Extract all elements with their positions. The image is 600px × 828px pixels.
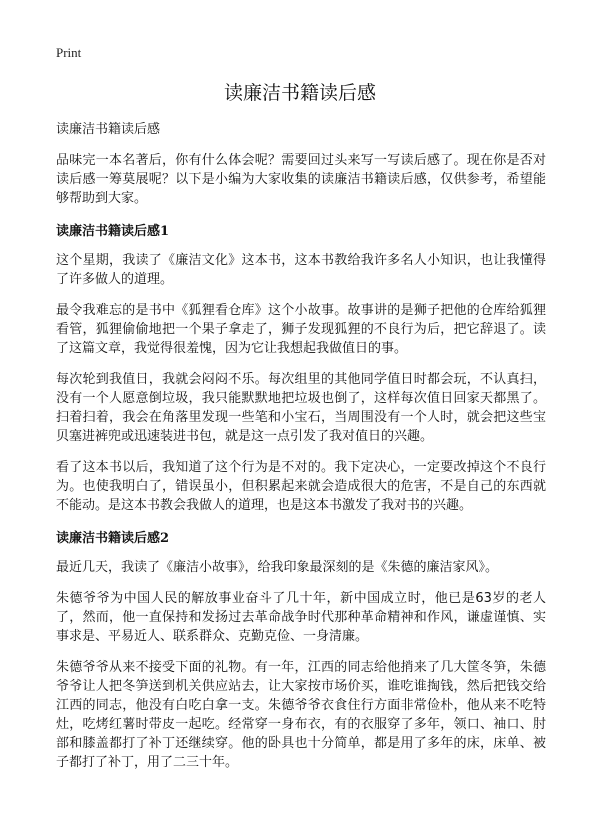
article-subtitle: 读廉洁书籍读后感	[56, 122, 161, 137]
section-1-paragraph-2: 最令我难忘的是书中《狐狸看仓库》这个小故事。故事讲的是狮子把他的仓库给狐狸看管，狐狸偷偷地把一个果子拿走了，狮子发现狐狸的不良行为后，把它辞退了。读了这篇文章，我觉得很羞愧，因为它让我想起我做值日的事。	[56, 303, 546, 356]
section-1-paragraph-1: 这个星期，我读了《廉洁文化》这本书，这本书教给我许多名人小知识，也让我懂得了许多做人的道理。	[56, 253, 546, 287]
page-title: 读廉洁书籍读后感	[223, 82, 376, 104]
section-2-paragraph-3: 朱德爷爷从来不接受下面的礼物。有一年，江西的同志给他捎来了几大筐冬笋，朱德爷爷让人把冬笋送到机关供应站去，让大家按市场价买，谁吃谁掏钱，然后把钱交给江西的同志，他没有白吃白拿一支。朱德爷爷衣食住行方面非常俭朴，他从来不吃特灶，吃烤红薯时带皮一起吃。经常穿一身布衣，有的衣服穿了多年，领口、袖口、肘部和膝盖都打了补丁还继续穿。他的卧具也十分简单，都是用了多年的床，床单、被子都打了补丁，用了二三十年。	[56, 660, 546, 770]
print-link[interactable]: Print	[56, 45, 82, 60]
intro-paragraph: 品味完一本名著后，你有什么体会呢？需要回过头来写一写读后感了。现在你是否对读后感一筹莫展呢？以下是小编为大家收集的读廉洁书籍读后感，仅供参考，希望能够帮助到大家。	[56, 153, 546, 206]
section-heading-1: 读廉洁书籍读后感1	[56, 224, 170, 239]
section-heading-2: 读廉洁书籍读后感2	[56, 531, 170, 546]
section-1-paragraph-4: 看了这本书以后，我知道了这个行为是不对的。我下定决心，一定要改掉这个不良行为。也使我明白了，错误虽小，但积累起来就会造成很大的危害，不是自己的东西就不能动。是这本书教会我做人的道理，也是这本书激发了我对书的兴趣。	[56, 460, 546, 513]
section-2-paragraph-1: 最近几天，我读了《廉洁小故事》，给我印象最深刻的是《朱德的廉洁家风》。	[56, 560, 499, 575]
section-2-paragraph-2: 朱德爷爷为中国人民的解放事业奋斗了几十年，新中国成立时，他已是63岁的老人了，然而，他一直保持和发扬过去革命战争时代那种革命精神和作风，谦虚谨慎、实事求是、平易近人、联系群众、克勤克俭、一身清廉。	[56, 591, 546, 644]
article-body	[56, 120, 546, 784]
section-1-paragraph-3: 每次轮到我值日，我就会闷闷不乐。每次组里的其他同学值日时都会玩，不认真扫，没有一个人愿意倒垃圾，我只能默默地把垃圾也倒了，这样每次值日回家天都黑了。扫着扫着，我会在角落里发现一些笔和小宝石，当周围没有一个人时，就会把这些宝贝塞进裤兜或迅速装进书包，就是这一点引发了我对值日的兴趣。	[56, 372, 546, 444]
